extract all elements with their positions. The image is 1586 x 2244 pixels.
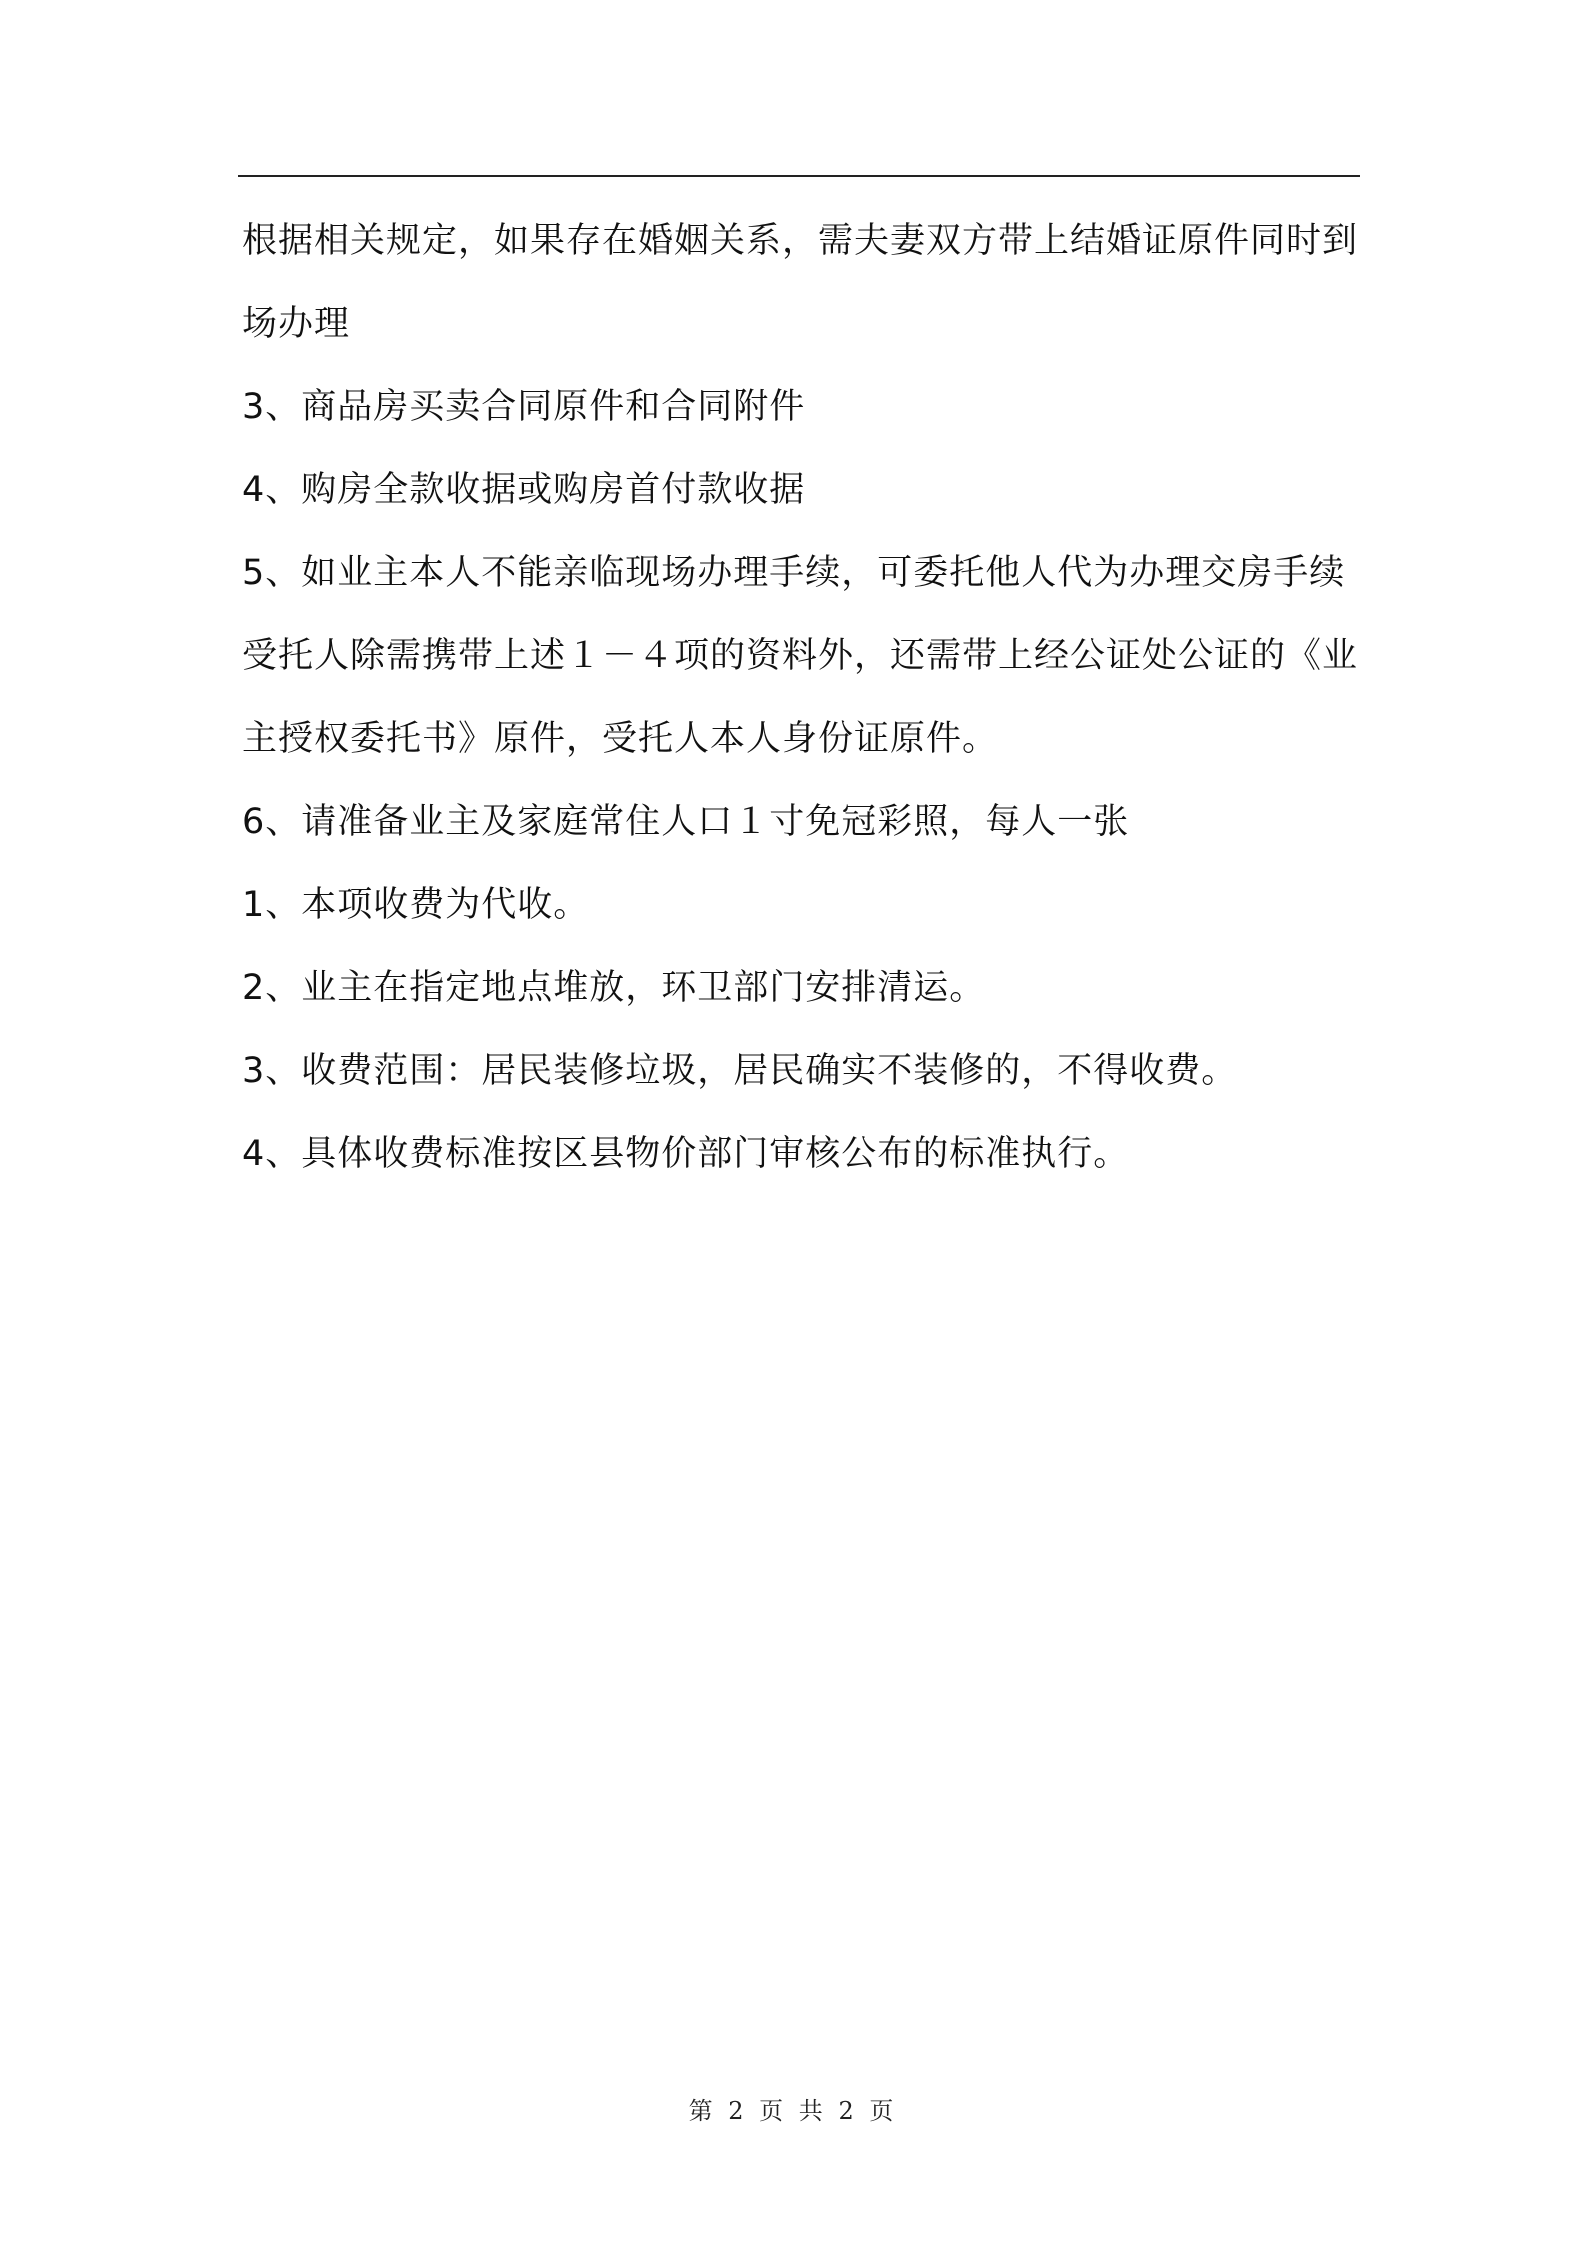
header-divider (238, 175, 1360, 177)
paragraph-item-5-proxy: 5、如业主本人不能亲临现场办理手续，可委托他人代为办理交房手续 (242, 553, 1346, 593)
paragraph-fee-item-3: 3、收费范围：居民装修垃圾，居民确实不装修的，不得收费。 (242, 1051, 1238, 1091)
page-number-footer: 第 2 页 共 2 页 (688, 2097, 898, 2125)
paragraph-item-6-photos: 6、请准备业主及家庭常住人口１寸免冠彩照，每人一张 (242, 802, 1130, 842)
paragraph-item-3-contract: 3、商品房买卖合同原件和合同附件 (242, 387, 806, 427)
document-body (242, 200, 1367, 1196)
paragraph-fee-item-2: 2、业主在指定地点堆放，环卫部门安排清运。 (242, 968, 986, 1008)
paragraph-item-4-receipt: 4、购房全款收据或购房首付款收据 (242, 470, 806, 510)
paragraph-proxy-documents: 受托人除需携带上述１－４项的资料外，还需带上经公证处公证的《业主授权委托书》原件，受托人本人身份证原件。 (242, 636, 1359, 759)
paragraph-marriage-requirement: 根据相关规定，如果存在婚姻关系，需夫妻双方带上结婚证原件同时到场办理 (242, 221, 1359, 344)
paragraph-fee-item-1: 1、本项收费为代收。 (242, 885, 590, 925)
paragraph-fee-item-4: 4、具体收费标准按区县物价部门审核公布的标准执行。 (242, 1134, 1130, 1174)
